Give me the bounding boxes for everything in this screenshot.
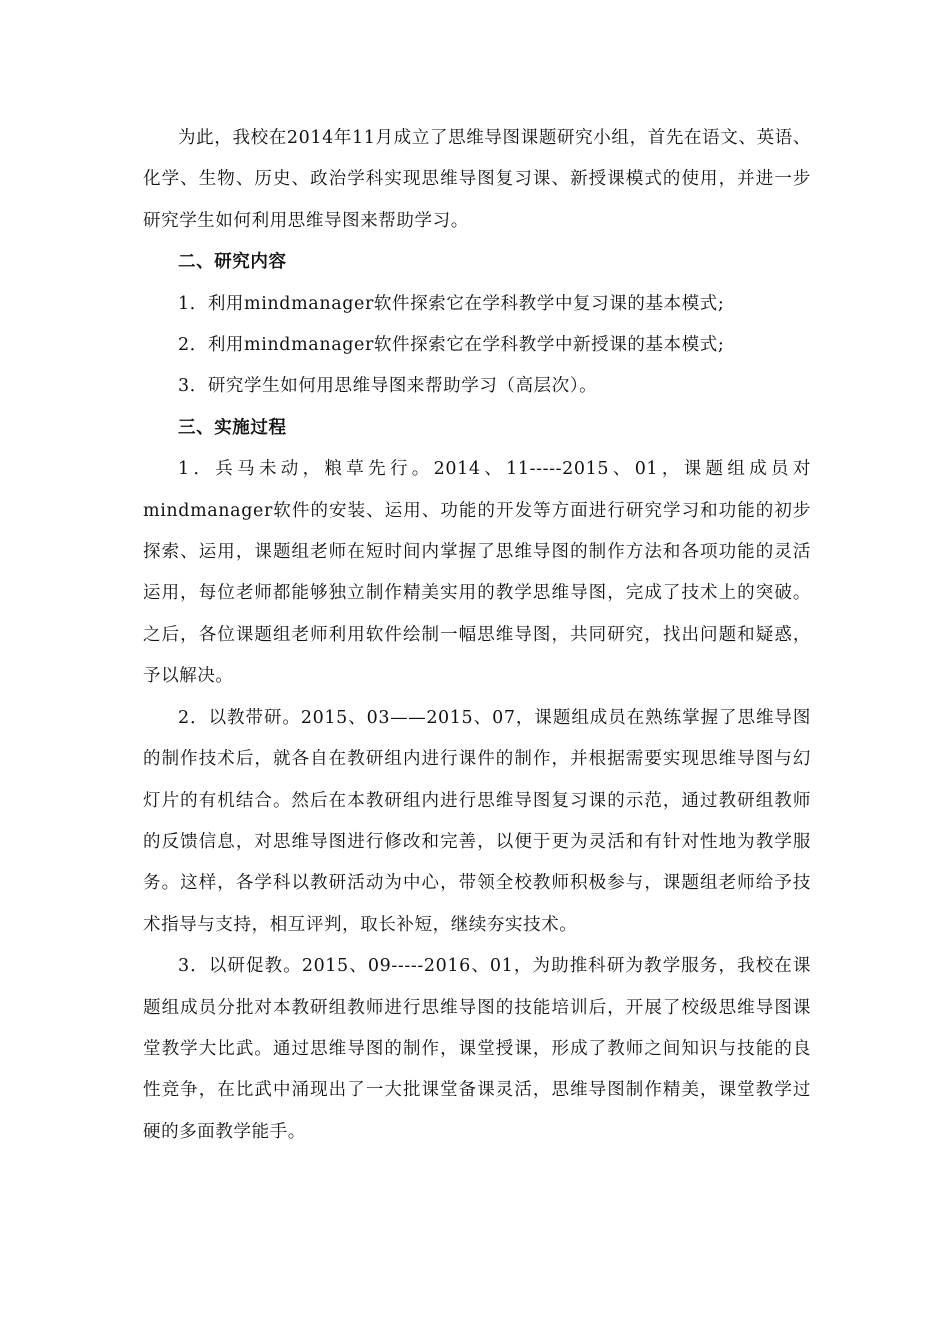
implementation-paragraph-3: 3．以研促教。2015、09-----2016、01，为助推科研为教学服务，我校在课题组成员分批对本教研组教师进行思维导图的技能培训后，开展了校级思维导图课堂教学大比武。通过思维导图的制作，课堂授课，形成了教师之间知识与技能的良性竞争，在比武中涌现出了一大批课堂备课灵活，思维导图制作精美，课堂教学过硬的多面教学能手。	[143, 956, 811, 1142]
implementation-paragraph-1: 1．兵马未动，粮草先行。2014、11-----2015、01，课题组成员对mindmanager软件的安装、运用、功能的开发等方面进行研究学习和功能的初步探索、运用，课题组老师在短时间内掌握了思维导图的制作方法和各项功能的灵活运用，每位老师都能够独立制作精美实用的教学思维导图，完成了技术上的突破。之后，各位课题组老师利用软件绘制一幅思维导图，共同研究，找出问题和疑惑，予以解决。	[143, 459, 811, 687]
intro-paragraph: 为此，我校在2014年11月成立了思维导图课题研究小组，首先在语文、英语、化学、生物、历史、政治学科实现思维导图复习课、新授课模式的使用，并进一步研究学生如何利用思维导图来帮助学习。	[143, 128, 811, 231]
research-item-1: 1．利用mindmanager软件探索它在学科教学中复习课的基本模式;	[178, 293, 725, 314]
research-item-2: 2．利用mindmanager软件探索它在学科教学中新授课的基本模式;	[178, 335, 725, 356]
document-body	[143, 118, 811, 1153]
section-heading-research-content: 二、研究内容	[178, 252, 287, 273]
implementation-paragraph-2: 2．以教带研。2015、03——2015、07，课题组成员在熟练掌握了思维导图的制作技术后，就各自在教研组内进行课件的制作，并根据需要实现思维导图与幻灯片的有机结合。然后在本教研组内进行思维导图复习课的示范，通过教研组教师的反馈信息，对思维导图进行修改和完善，以便于更为灵活和有针对性地为教学服务。这样，各学科以教研活动为中心，带领全校教师积极参与，课题组老师给予技术指导与支持，相互评判，取长补短，继续夯实技术。	[143, 707, 811, 935]
research-item-3: 3．研究学生如何用思维导图来帮助学习（高层次）。	[178, 376, 598, 397]
section-heading-implementation: 三、实施过程	[178, 417, 287, 438]
